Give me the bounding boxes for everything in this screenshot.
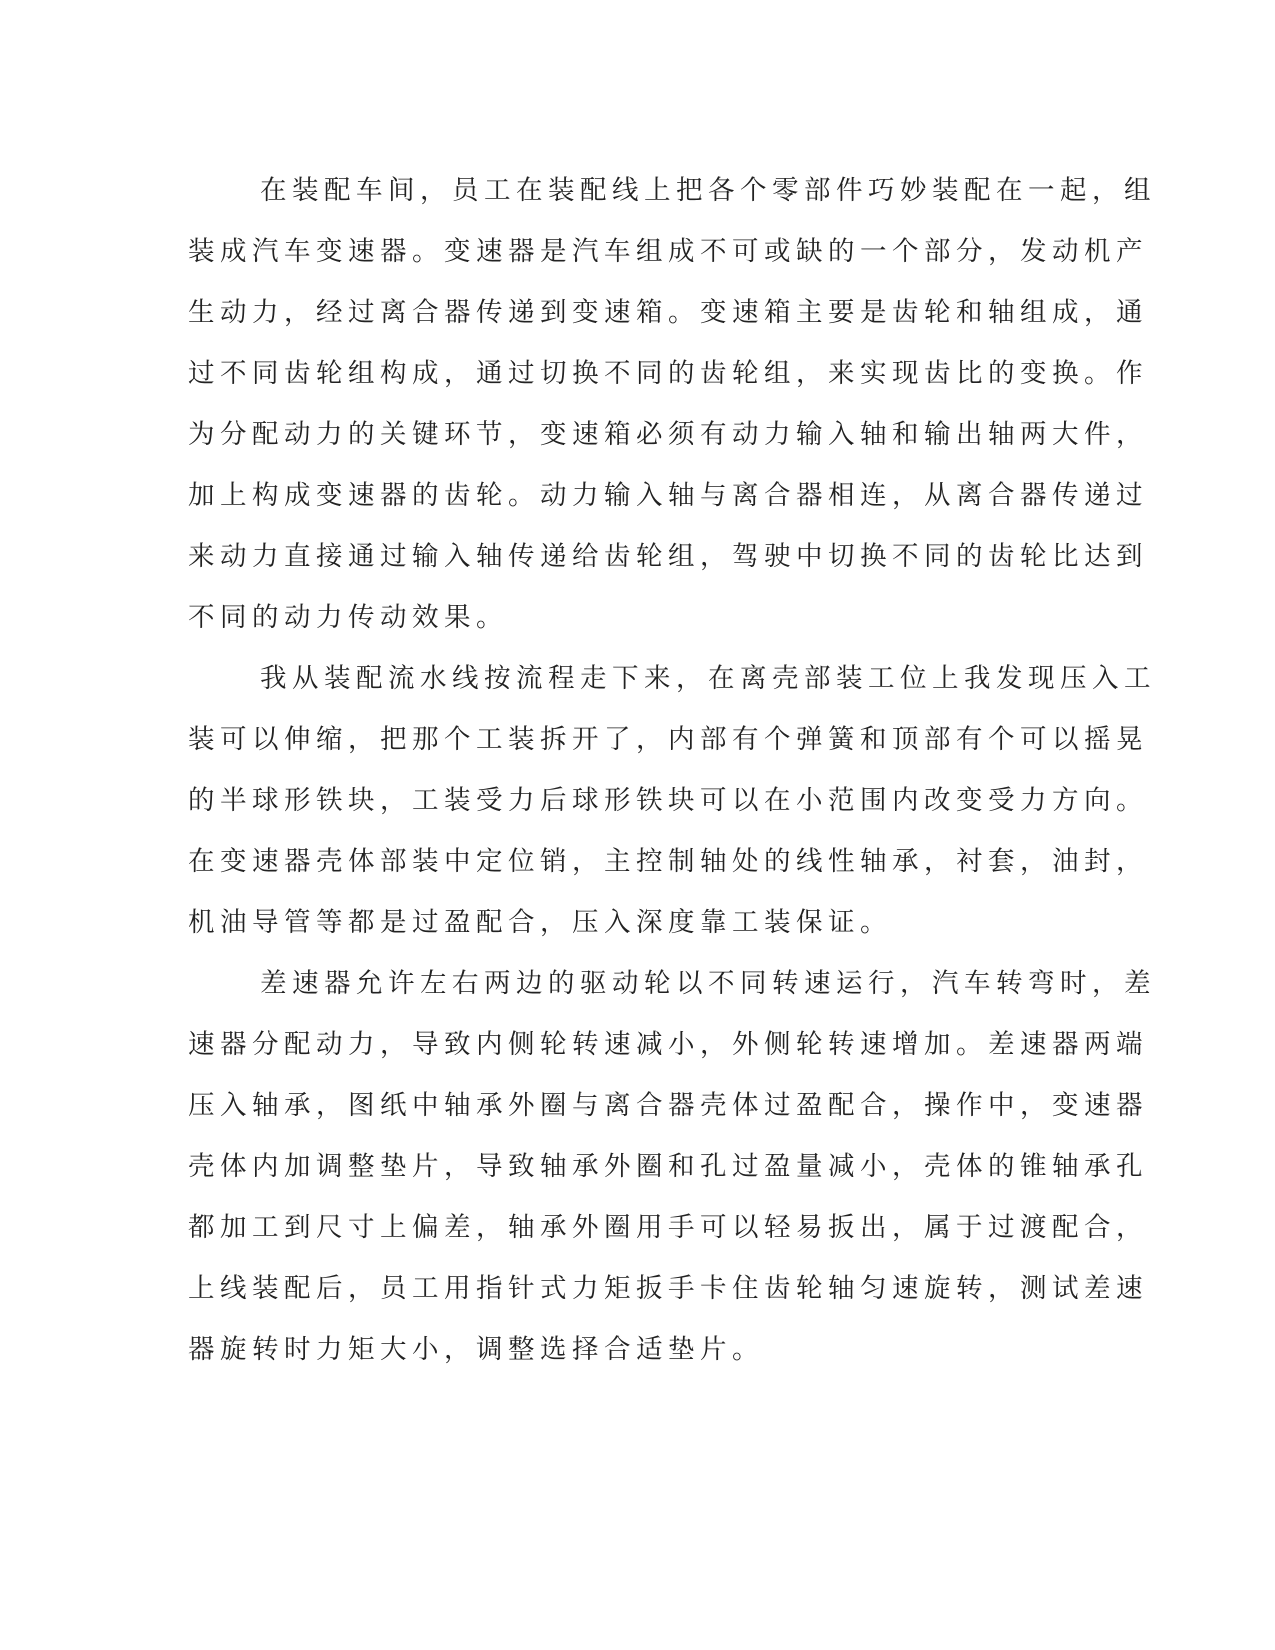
paragraph-line: 压入轴承，图纸中轴承外圈与离合器壳体过盈配合，操作中，变速器	[188, 1090, 1148, 1121]
paragraph-line: 加上构成变速器的齿轮。动力输入轴与离合器相连，从离合器传递过	[188, 480, 1148, 511]
paragraph-line: 壳体内加调整垫片，导致轴承外圈和孔过盈量减小，壳体的锥轴承孔	[188, 1151, 1148, 1182]
paragraph-line: 机油导管等都是过盈配合，压入深度靠工装保证。	[188, 907, 892, 938]
paragraph-line: 过不同齿轮组构成，通过切换不同的齿轮组，来实现齿比的变换。作	[188, 358, 1148, 389]
paragraph-line: 装可以伸缩，把那个工装拆开了，内部有个弹簧和顶部有个可以摇晃	[188, 724, 1148, 755]
paragraph-housing-subassembly	[188, 648, 1156, 953]
paragraph-line: 我从装配流水线按流程走下来，在离壳部装工位上我发现压入工	[260, 663, 1156, 694]
paragraph-line: 的半球形铁块，工装受力后球形铁块可以在小范围内改变受力方向。	[188, 785, 1148, 816]
paragraph-line: 生动力，经过离合器传递到变速箱。变速箱主要是齿轮和轴组成，通	[188, 297, 1148, 328]
paragraph-line: 速器分配动力，导致内侧轮转速减小，外侧轮转速增加。差速器两端	[188, 1029, 1148, 1060]
paragraph-line: 不同的动力传动效果。	[188, 602, 508, 633]
paragraph-line: 在变速器壳体部装中定位销，主控制轴处的线性轴承，衬套，油封，	[188, 846, 1148, 877]
paragraph-differential	[188, 953, 1156, 1380]
paragraph-line: 上线装配后，员工用指针式力矩扳手卡住齿轮轴匀速旋转，测试差速	[188, 1273, 1148, 1304]
paragraph-transmission-assembly	[188, 160, 1156, 648]
paragraph-line: 来动力直接通过输入轴传递给齿轮组，驾驶中切换不同的齿轮比达到	[188, 541, 1148, 572]
paragraph-line: 为分配动力的关键环节，变速箱必须有动力输入轴和输出轴两大件，	[188, 419, 1148, 450]
paragraph-line: 差速器允许左右两边的驱动轮以不同转速运行，汽车转弯时，差	[260, 968, 1156, 999]
paragraph-line: 都加工到尺寸上偏差，轴承外圈用手可以轻易扳出，属于过渡配合，	[188, 1212, 1148, 1243]
paragraph-line: 器旋转时力矩大小，调整选择合适垫片。	[188, 1334, 764, 1365]
paragraph-line: 装成汽车变速器。变速器是汽车组成不可或缺的一个部分，发动机产	[188, 236, 1148, 267]
document-body	[188, 160, 1156, 1380]
paragraph-line: 在装配车间，员工在装配线上把各个零部件巧妙装配在一起，组	[260, 175, 1156, 206]
